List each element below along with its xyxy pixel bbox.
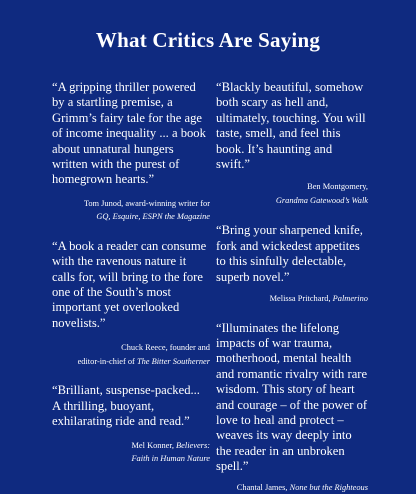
attribution-prefix: Mel Konner, (131, 440, 177, 450)
review-attribution (216, 481, 368, 494)
attribution-line (216, 292, 368, 306)
review-james (216, 321, 368, 494)
page-title: What Critics Are Saying (95, 28, 321, 52)
review-junod (52, 80, 210, 224)
review-attribution (52, 439, 210, 466)
review-quote: “A gripping thriller powered by a startling premise, a Grimm’s fairy tale for the age of income inequality ... a book about unnatural hungers written with the purest of homegrown hearts.” (52, 80, 206, 187)
attribution-work: Grandma Gatewood’s Walk (275, 195, 368, 205)
review-quote: “Blackly beautiful, somehow both scary as hell and, ultimately, touching. You will taste, smell, and feel this book. It’s haunting and swift.” (216, 80, 366, 172)
attribution-line: Tom Junod, award-winning writer for (83, 198, 210, 208)
attribution-prefix: Melissa Pritchard, (269, 294, 333, 304)
review-attribution (216, 292, 368, 306)
right-column (216, 80, 368, 494)
review-attribution (216, 180, 368, 207)
attribution-line (216, 481, 368, 494)
attribution-work: Faith in Human Nature (131, 454, 210, 463)
attribution-work: None but the Righteous (289, 482, 368, 492)
review-montgomery (216, 80, 368, 207)
review-quote: “Brilliant, suspense-packed... A thrilling, buoyant, exhilarating ride and read.” (52, 383, 200, 429)
attribution-line: Chuck Reece, founder and (121, 343, 210, 353)
review-quote: “Bring your sharpened knife, fork and wickedest appetites to this sinfully delectable, superb novel.” (216, 223, 363, 284)
attribution-prefix: editor-in-chief of (77, 356, 137, 366)
review-pritchard (216, 223, 368, 305)
attribution-work: GQ, Esquire, ESPN the Magazine (96, 212, 210, 222)
review-attribution (52, 341, 210, 368)
review-quote: “Illuminates the lifelong impacts of war trauma, motherhood, mental health and romantic rivalry with rare wisdom. This story of heart and courage – of the power of love to heal and protect – weaves its way deeply into the reader in an unbroken spell.” (216, 320, 368, 474)
attribution-work: Palmerino (332, 294, 368, 304)
attribution-line (52, 355, 210, 369)
review-konner (52, 383, 210, 465)
left-column (52, 80, 210, 466)
review-quote: “A book a reader can consume with the ravenous nature it calls for, will bring to the fore one of the South’s most important yet overlooked novelists.” (52, 238, 207, 330)
review-reece (52, 239, 210, 368)
attribution-work: Believers: (176, 440, 210, 450)
attribution-work: The Bitter Southerner (136, 356, 210, 366)
review-attribution (52, 197, 210, 224)
attribution-line (52, 439, 210, 453)
attribution-prefix: Chantal James, (236, 482, 290, 492)
attribution-line: Ben Montgomery, (307, 182, 368, 192)
